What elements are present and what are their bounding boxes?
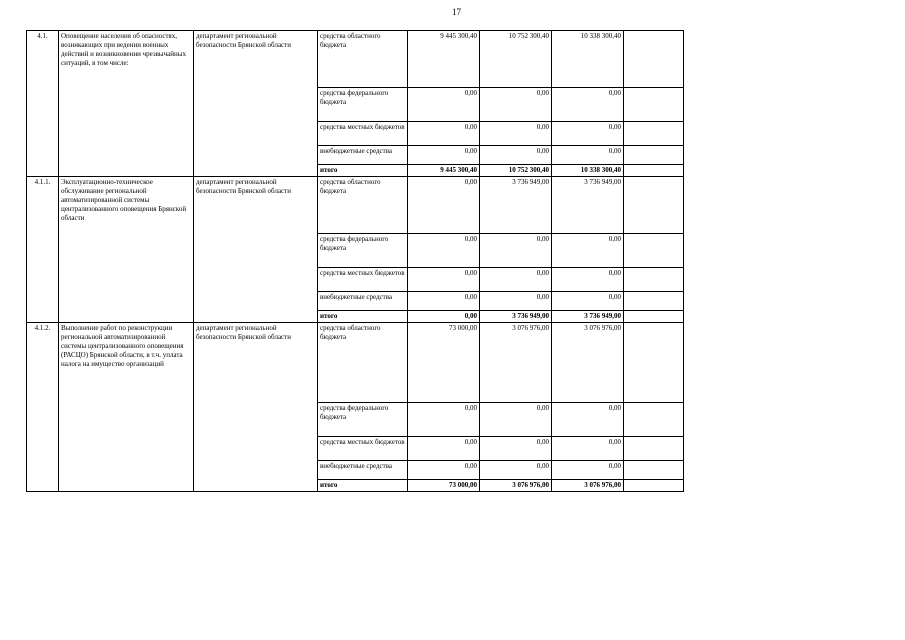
empty-cell xyxy=(624,403,684,437)
amount-year-1: 0,00 xyxy=(408,146,480,165)
amount-year-1: 0,00 xyxy=(408,177,480,234)
amount-year-3: 3 736 949,00 xyxy=(552,311,624,323)
amount-year-1: 0,00 xyxy=(408,292,480,311)
funding-source: средства местных бюджетов xyxy=(318,122,408,146)
empty-cell xyxy=(624,311,684,323)
amount-year-3: 3 076 976,00 xyxy=(552,480,624,492)
funding-source: итого xyxy=(318,480,408,492)
empty-cell xyxy=(624,31,684,88)
funding-source: средства федерального бюджета xyxy=(318,88,408,122)
amount-year-1: 9 445 300,40 xyxy=(408,165,480,177)
funding-source: средства областного бюджета xyxy=(318,177,408,234)
amount-year-3: 0,00 xyxy=(552,122,624,146)
funding-row xyxy=(27,323,684,403)
amount-year-2: 0,00 xyxy=(480,268,552,292)
amount-year-1: 0,00 xyxy=(408,461,480,480)
amount-year-1: 0,00 xyxy=(408,88,480,122)
funding-source: итого xyxy=(318,311,408,323)
funding-source: средства областного бюджета xyxy=(318,323,408,403)
funding-row xyxy=(27,177,684,234)
amount-year-1: 0,00 xyxy=(408,311,480,323)
amount-year-2: 3 736 949,00 xyxy=(480,177,552,234)
funding-source: средства федерального бюджета xyxy=(318,403,408,437)
amount-year-3: 0,00 xyxy=(552,461,624,480)
amount-year-2: 0,00 xyxy=(480,122,552,146)
budget-table xyxy=(26,30,684,492)
section-name: Оповещение населения об опасностях, возникающих при ведении военных действий и возникновении чрезвычайных ситуаций, в том числе: xyxy=(59,31,194,177)
amount-year-2: 10 752 300,40 xyxy=(480,31,552,88)
empty-cell xyxy=(624,146,684,165)
empty-cell xyxy=(624,234,684,268)
amount-year-2: 0,00 xyxy=(480,88,552,122)
amount-year-2: 3 736 949,00 xyxy=(480,311,552,323)
page-number: 17 xyxy=(452,7,461,17)
amount-year-3: 3 076 976,00 xyxy=(552,323,624,403)
funding-source: средства областного бюджета xyxy=(318,31,408,88)
amount-year-2: 0,00 xyxy=(480,234,552,268)
amount-year-3: 0,00 xyxy=(552,146,624,165)
section-executor: департамент региональной безопасности Брянской области xyxy=(194,31,318,177)
section-executor: департамент региональной безопасности Брянской области xyxy=(194,323,318,492)
section-name: Эксплуатационно-техническое обслуживание региональной автоматизированной системы централизованного оповещения Брянской области xyxy=(59,177,194,323)
funding-source: средства местных бюджетов xyxy=(318,437,408,461)
amount-year-2: 0,00 xyxy=(480,461,552,480)
amount-year-3: 0,00 xyxy=(552,234,624,268)
budget-table-body xyxy=(27,31,684,492)
funding-source: средства федерального бюджета xyxy=(318,234,408,268)
amount-year-2: 3 076 976,00 xyxy=(480,480,552,492)
empty-cell xyxy=(624,177,684,234)
amount-year-1: 0,00 xyxy=(408,122,480,146)
section-code: 4.1.1. xyxy=(27,177,59,323)
funding-source: итого xyxy=(318,165,408,177)
section-executor: департамент региональной безопасности Брянской области xyxy=(194,177,318,323)
section-code: 4.1.2. xyxy=(27,323,59,492)
section-code: 4.1. xyxy=(27,31,59,177)
amount-year-3: 0,00 xyxy=(552,403,624,437)
funding-row xyxy=(27,31,684,88)
amount-year-1: 0,00 xyxy=(408,268,480,292)
funding-source: внебюджетные средства xyxy=(318,292,408,311)
amount-year-2: 0,00 xyxy=(480,146,552,165)
amount-year-2: 0,00 xyxy=(480,403,552,437)
funding-source: внебюджетные средства xyxy=(318,461,408,480)
empty-cell xyxy=(624,461,684,480)
amount-year-2: 0,00 xyxy=(480,437,552,461)
amount-year-1: 73 000,00 xyxy=(408,323,480,403)
empty-cell xyxy=(624,165,684,177)
amount-year-3: 0,00 xyxy=(552,88,624,122)
amount-year-1: 0,00 xyxy=(408,403,480,437)
empty-cell xyxy=(624,292,684,311)
empty-cell xyxy=(624,323,684,403)
section-name: Выполнение работ по реконструкции региональной автоматизированной системы централизованного оповещения (РАСЦО) Брянской области, в т.ч. уплата налога на имущество организаций xyxy=(59,323,194,492)
amount-year-1: 0,00 xyxy=(408,234,480,268)
empty-cell xyxy=(624,122,684,146)
empty-cell xyxy=(624,437,684,461)
amount-year-3: 3 736 949,00 xyxy=(552,177,624,234)
amount-year-2: 0,00 xyxy=(480,292,552,311)
funding-source: внебюджетные средства xyxy=(318,146,408,165)
amount-year-1: 73 000,00 xyxy=(408,480,480,492)
amount-year-1: 9 445 300,40 xyxy=(408,31,480,88)
amount-year-2: 3 076 976,00 xyxy=(480,323,552,403)
amount-year-3: 10 338 300,40 xyxy=(552,31,624,88)
empty-cell xyxy=(624,480,684,492)
amount-year-2: 10 752 300,40 xyxy=(480,165,552,177)
empty-cell xyxy=(624,268,684,292)
amount-year-1: 0,00 xyxy=(408,437,480,461)
amount-year-3: 0,00 xyxy=(552,437,624,461)
amount-year-3: 0,00 xyxy=(552,292,624,311)
empty-cell xyxy=(624,88,684,122)
amount-year-3: 10 338 300,40 xyxy=(552,165,624,177)
amount-year-3: 0,00 xyxy=(552,268,624,292)
funding-source: средства местных бюджетов xyxy=(318,268,408,292)
